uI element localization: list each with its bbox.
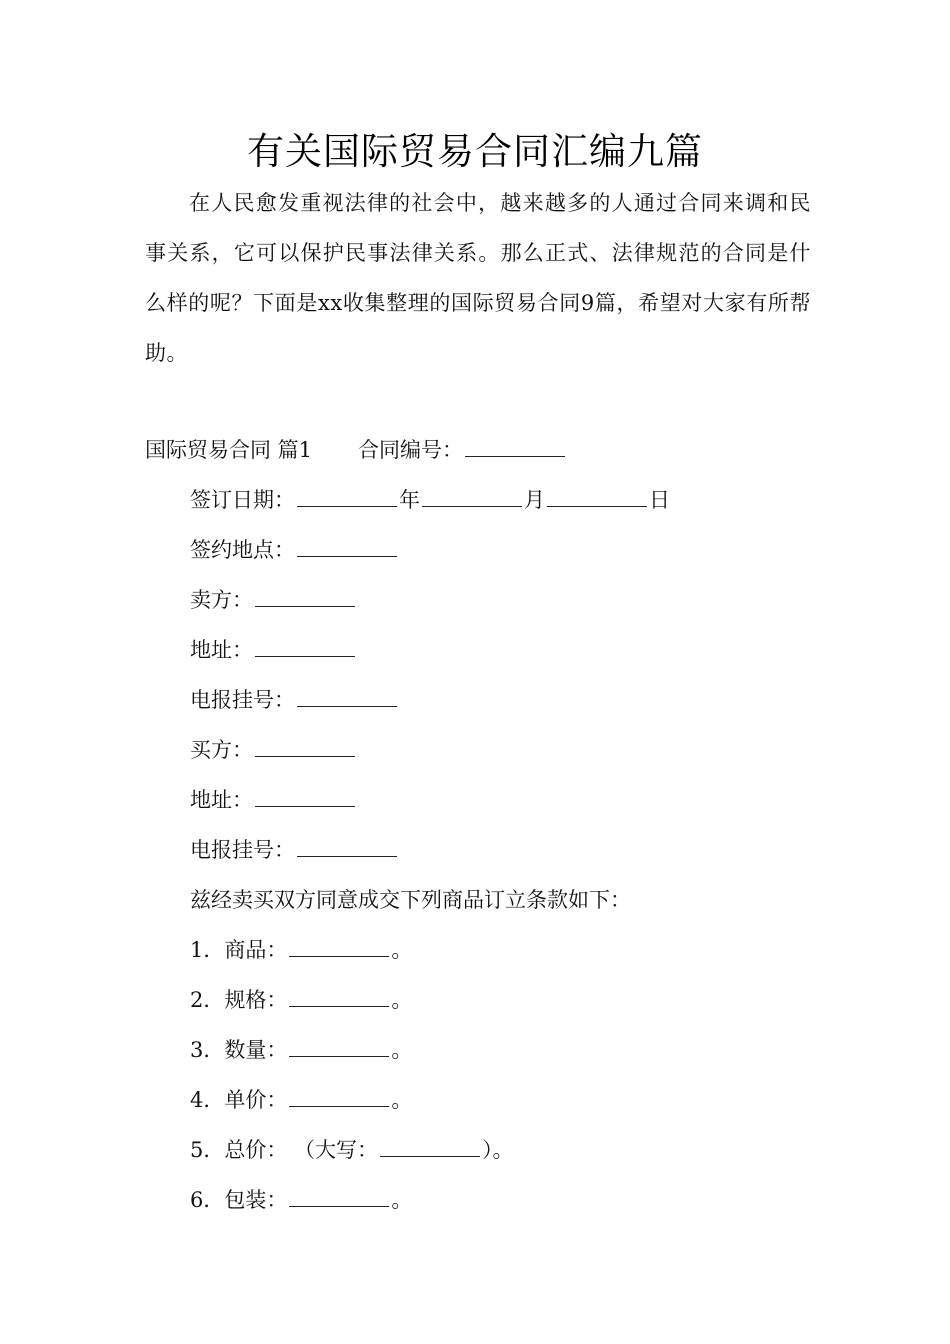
item-row-goods — [190, 935, 412, 965]
agreement-text: 兹经卖买双方同意成交下列商品订立条款如下： — [190, 888, 631, 912]
item-blank — [289, 1036, 389, 1057]
item-suffix: 。 — [391, 1188, 413, 1212]
item-suffix: 。 — [391, 1038, 413, 1062]
buyer-label: 买方： — [190, 738, 253, 762]
item-row-packing — [190, 1185, 412, 1215]
sign-place-row — [190, 535, 399, 565]
seller-blank — [255, 586, 355, 607]
item-blank — [289, 1086, 389, 1107]
item-label: 1．商品： — [190, 938, 288, 962]
item-row-total-price — [190, 1135, 514, 1165]
item-label: 6．包装： — [190, 1188, 288, 1212]
item-suffix: 。 — [391, 988, 413, 1012]
contract-number-label: 合同编号： — [358, 438, 464, 462]
seller-row — [190, 585, 357, 615]
sign-date-label: 签订日期： — [190, 488, 295, 512]
buyer-blank — [255, 736, 355, 757]
sign-place-blank — [297, 536, 397, 557]
item-suffix: 。 — [391, 938, 413, 962]
day-text: 日 — [649, 488, 670, 512]
buyer-telegraph-row — [190, 835, 399, 865]
seller-label: 卖方： — [190, 588, 253, 612]
buyer-telegraph-label: 电报挂号： — [190, 838, 295, 862]
item-paren-open: （大写： — [287, 1138, 379, 1162]
seller-address-row — [190, 635, 357, 665]
buyer-row — [190, 735, 357, 765]
contract-heading: 国际贸易合同 篇1 — [145, 438, 313, 462]
buyer-telegraph-blank — [297, 836, 397, 857]
sign-place-label: 签约地点： — [190, 538, 295, 562]
item-suffix: 。 — [391, 1088, 413, 1112]
item-paren-close: ）。 — [482, 1138, 514, 1162]
document-title: 有关国际贸易合同汇编九篇 — [247, 130, 703, 173]
month-blank — [422, 486, 522, 507]
item-row-quantity — [190, 1035, 412, 1065]
item-row-spec — [190, 985, 412, 1015]
contract-heading-row — [145, 435, 567, 465]
sign-date-row — [190, 485, 670, 515]
item-blank — [289, 936, 389, 957]
item-label: 5．总价： — [190, 1138, 288, 1162]
item-row-unit-price — [190, 1085, 412, 1115]
item-label: 4．单价： — [190, 1088, 288, 1112]
intro-paragraph: 在人民愈发重视法律的社会中，越来越多的人通过合同来调和民事关系，它可以保护民事法律关系。那么正式、法律规范的合同是什么样的呢？下面是xx收集整理的国际贸易合同9篇，希望对大家有所帮助。 — [145, 191, 811, 365]
buyer-address-row — [190, 785, 357, 815]
seller-telegraph-blank — [297, 686, 397, 707]
year-blank — [297, 486, 397, 507]
buyer-address-label: 地址： — [190, 788, 253, 812]
seller-address-blank — [255, 636, 355, 657]
seller-address-label: 地址： — [190, 638, 253, 662]
item-blank — [380, 1136, 480, 1157]
buyer-address-blank — [255, 786, 355, 807]
item-label: 3．数量： — [190, 1038, 288, 1062]
month-text: 月 — [524, 488, 545, 512]
item-blank — [289, 1186, 389, 1207]
day-blank — [547, 486, 647, 507]
item-blank — [289, 986, 389, 1007]
seller-telegraph-label: 电报挂号： — [190, 688, 295, 712]
year-text: 年 — [399, 488, 420, 512]
contract-number-blank — [465, 436, 565, 457]
seller-telegraph-row — [190, 685, 399, 715]
item-label: 2．规格： — [190, 988, 288, 1012]
